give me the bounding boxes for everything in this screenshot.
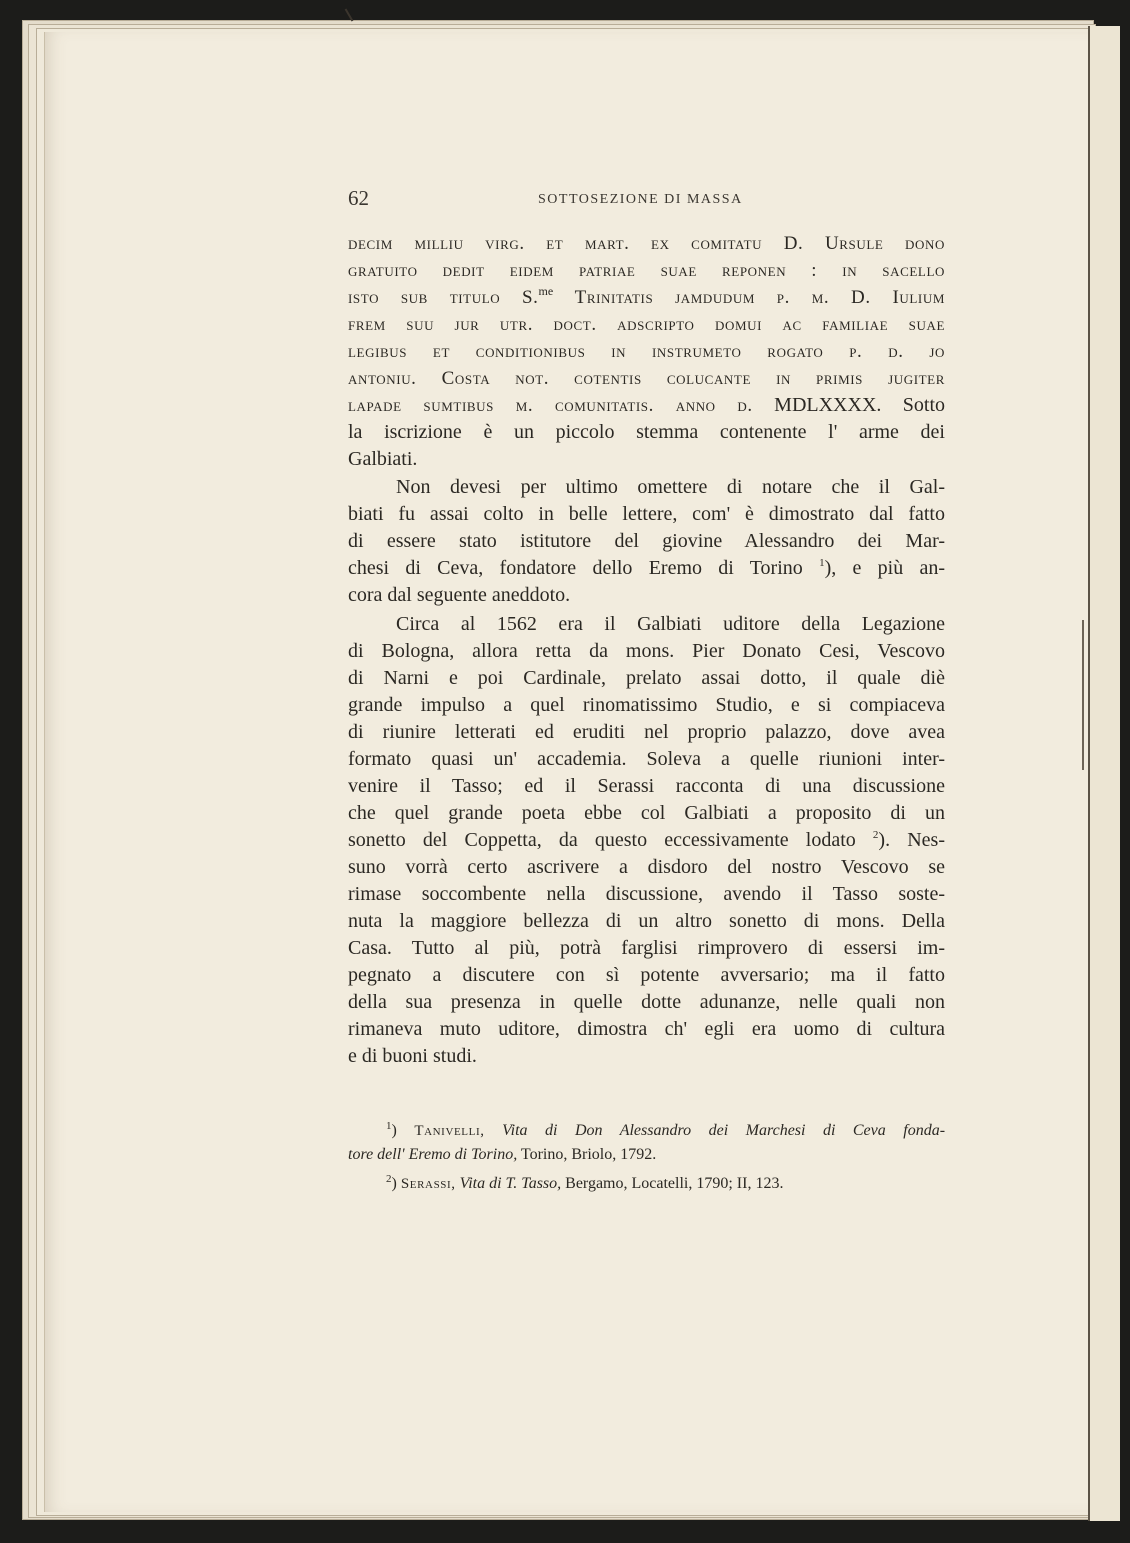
- text-line: nuta la maggiore bellezza di un altro sonetto di mons. Della: [348, 910, 945, 932]
- gutter-shadow: [1082, 620, 1084, 770]
- text-line: venire il Tasso; ed il Serassi racconta di una discussione: [348, 775, 945, 797]
- text-line: isto sub titulo S.$^{me}$ Trinitatis jamdudum p. m. D. Iulium: [348, 284, 946, 308]
- text-line: la iscrizione è un piccolo stemma contenente l' arme dei: [348, 421, 945, 443]
- running-head: SOTTOSEZIONE DI MASSA: [538, 192, 743, 207]
- text-line: legibus et conditionibus in instrumeto rogato p. d. jo: [348, 341, 945, 362]
- footnote-ref: 2: [872, 829, 879, 841]
- text-line: Circa al 1562 era il Galbiati uditore della Legazione: [396, 613, 945, 635]
- text-line: gratuito dedit eidem patriae suae reponen : in sacello: [348, 260, 945, 281]
- text-line: sonetto del Coppetta, da questo eccessivamente lodato $^2$). Nes-: [348, 829, 945, 851]
- text-line: suno vorrà certo ascrivere a disdoro del nostro Vescovo se: [348, 856, 945, 878]
- paragraph-1: [348, 474, 945, 609]
- inscription-block: [348, 230, 945, 473]
- paragraph-2: [348, 611, 945, 1070]
- text-line: rimaneva muto uditore, dimostra ch' egli era uomo di cultura: [348, 1018, 945, 1040]
- text-line: e di buoni studi.: [348, 1045, 477, 1067]
- text-line: Galbiati.: [348, 448, 418, 470]
- text-line: rimase soccombente nella discussione, avendo il Tasso soste-: [348, 883, 945, 905]
- text-line: decim milliu virg. et mart. ex comitatu D. Ursule dono: [348, 233, 945, 254]
- text-line: antoniu. Costa not. cotentis colucante in primis jugiter: [348, 368, 945, 389]
- page-number: 62: [348, 186, 369, 210]
- text-line: lapade sumtibus m. comunitatis. anno d. MDLXXXX. Sotto: [348, 394, 946, 416]
- text-line: formato quasi un' accademia. Soleva a quelle riunioni inter-: [348, 748, 945, 770]
- footnotes: [348, 1114, 945, 1196]
- text-line: di essere stato istitutore del giovine Alessandro dei Mar-: [348, 530, 945, 552]
- text-line: grande impulso a quel rinomatissimo Studio, e si compiaceva: [348, 694, 945, 716]
- text-line: pegnato a discutere con sì potente avversario; ma il fatto: [348, 964, 945, 986]
- footnote-2: $^2$) Serassi, Vita di T. Tasso, Bergamo, Locatelli, 1790; II, 123.: [386, 1173, 784, 1192]
- footnote-ref: 1: [819, 557, 825, 569]
- text-line: di Bologna, allora retta da mons. Pier Donato Cesi, Vescovo: [348, 640, 945, 662]
- text-line: di Narni e poi Cardinale, prelato assai dotto, il quale diè: [348, 667, 945, 689]
- text-line: di riunire letterati ed eruditi nel proprio palazzo, dove avea: [348, 721, 945, 743]
- text-line: della sua presenza in quelle dotte adunanze, nelle quali non: [348, 991, 945, 1013]
- page-header: [348, 186, 948, 216]
- facing-page-edge: [1088, 26, 1120, 1521]
- text-line: chesi di Ceva, fondatore dello Eremo di Torino $^1$), e più an-: [348, 557, 945, 579]
- text-line: Non devesi per ultimo omettere di notare che il Gal-: [396, 476, 945, 498]
- text-line: Casa. Tutto al più, potrà farglisi rimprovero di essersi im-: [348, 937, 945, 959]
- text-line: cora dal seguente aneddoto.: [348, 584, 571, 606]
- text-line: biati fu assai colto in belle lettere, com' è dimostrato dal fatto: [348, 503, 945, 525]
- footnote-1-cont: tore dell' Eremo di Torino, Torino, Briolo, 1792.: [348, 1146, 657, 1163]
- footnote-1: $^1$) Tanivelli, Vita di Don Alessandro dei Marchesi di Ceva fonda-: [386, 1120, 946, 1139]
- text-line: frem suu jur utr. doct. adscripto domui ac familiae suae: [348, 314, 945, 335]
- text-line: che quel grande poeta ebbe col Galbiati a proposito di un: [348, 802, 945, 824]
